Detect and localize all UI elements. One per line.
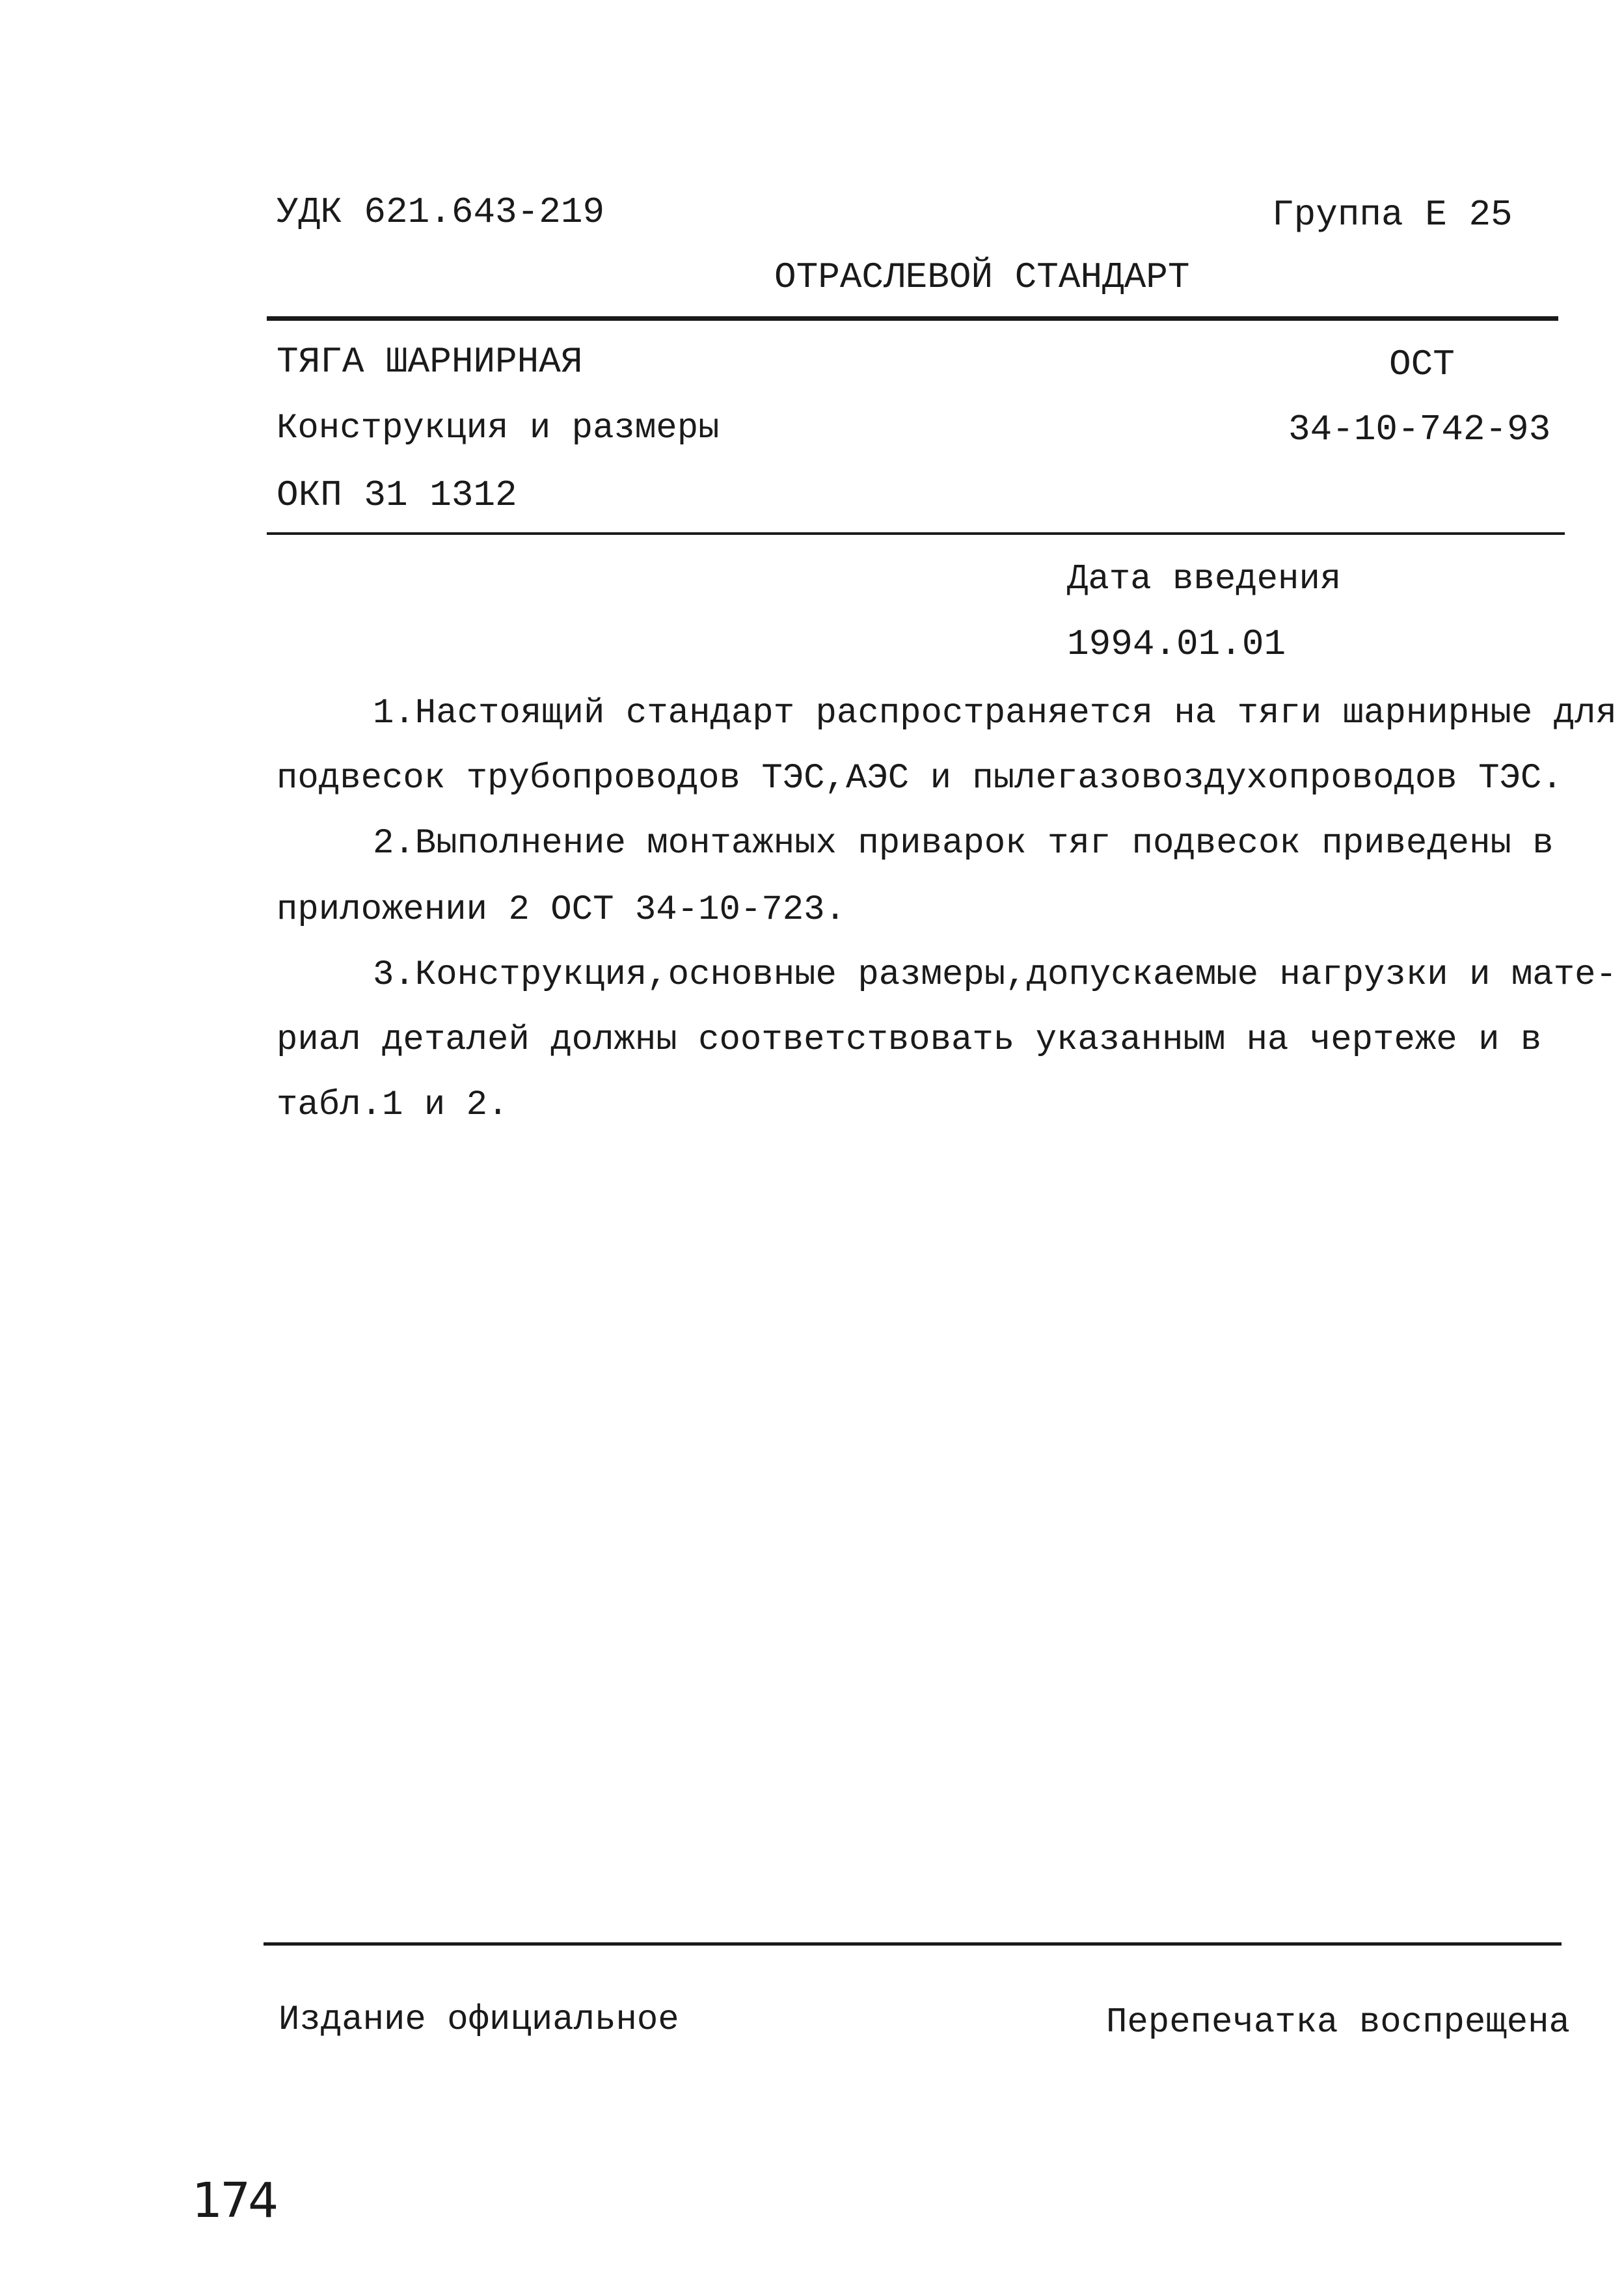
standard-type: ОТРАСЛЕВОЙ СТАНДАРТ [774,256,1190,298]
page-number: 174 [192,2173,277,2229]
body-line: 1.Настоящий стандарт распространяется на тяги шарнирные для [373,694,1617,733]
body-line: приложении 2 ОСТ 34-10-723. [277,890,846,930]
body-line: риал деталей должны соответствовать указанным на чертеже и в [277,1020,1542,1060]
document-subtitle: Конструкция и размеры [277,409,720,448]
footer-rule [264,1942,1562,1946]
body-line: 2.Выполнение монтажных приварок тяг подвесок приведены в [373,824,1554,863]
group-code: Группа Е 25 [1272,194,1513,236]
body-line: табл.1 и 2. [277,1085,509,1125]
body-line: 3.Конструкция,основные размеры,допускаемые нагрузки и мате- [373,955,1617,995]
ost-label: ОСТ [1389,344,1455,385]
official-edition-note: Издание официальное [278,2000,679,2040]
title-block-top-rule [267,316,1558,321]
okp-code: ОКП 31 1312 [277,474,517,516]
reprint-prohibited-note: Перепечатка воспрещена [1106,2003,1570,2043]
body-line: подвесок трубопроводов ТЭС,АЭС и пылегазовоздухопроводов ТЭС. [277,759,1563,798]
udk-code: УДК 621.643-219 [277,191,605,233]
document-title: ТЯГА ШАРНИРНАЯ [277,341,583,383]
intro-date-label: Дата введения [1067,560,1342,599]
ost-number: 34-10-742-93 [1288,409,1551,450]
title-block-bottom-rule [267,532,1565,535]
intro-date-value: 1994.01.01 [1067,623,1286,665]
